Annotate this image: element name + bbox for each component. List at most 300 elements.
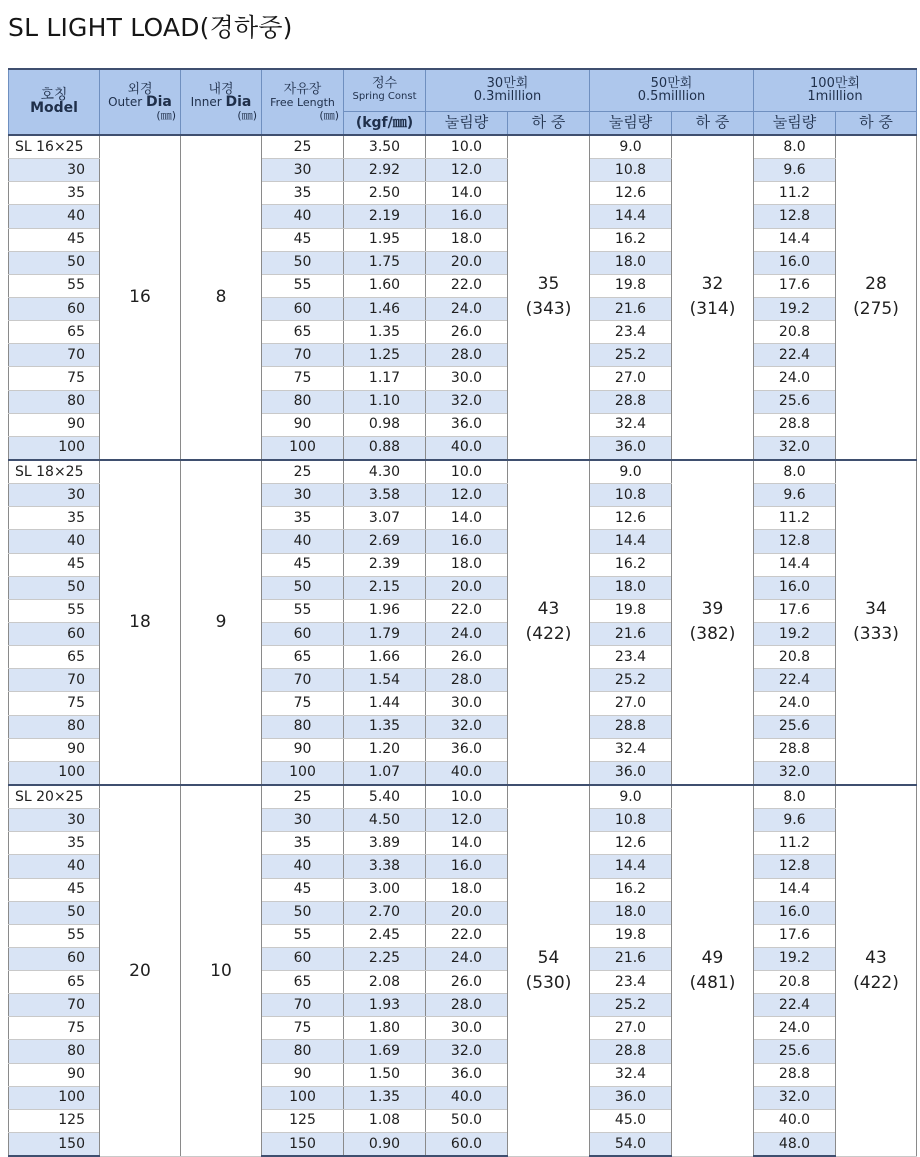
spring-const-cell: 5.40 xyxy=(344,785,426,809)
free-length-cell: 75 xyxy=(262,367,344,390)
deflection-cell: 22.4 xyxy=(754,669,836,692)
deflection-cell: 23.4 xyxy=(590,646,672,669)
free-length-cell: 70 xyxy=(262,994,344,1017)
spring-const-cell: 1.35 xyxy=(344,321,426,344)
deflection-cell: 12.6 xyxy=(590,507,672,530)
spring-const-cell: 1.17 xyxy=(344,367,426,390)
deflection-cell: 22.0 xyxy=(426,599,508,622)
free-length-en: Free Length xyxy=(270,95,335,109)
deflection-cell: 14.0 xyxy=(426,832,508,855)
deflection-cell: 12.0 xyxy=(426,484,508,507)
cycle-05-en: 0.5milllion xyxy=(637,89,706,105)
deflection-cell: 16.0 xyxy=(426,205,508,228)
inner-dia-bold: Dia xyxy=(225,93,252,110)
load-cell xyxy=(836,785,917,1156)
load-cell xyxy=(508,785,590,1156)
model-cell: 50 xyxy=(9,901,100,924)
free-length-cell: 50 xyxy=(262,901,344,924)
deflection-cell: 26.0 xyxy=(426,321,508,344)
deflection-cell: 23.4 xyxy=(590,321,672,344)
free-length-cell: 100 xyxy=(262,761,344,785)
free-length-ko: 자유장 xyxy=(283,81,322,97)
deflection-cell: 36.0 xyxy=(590,1086,672,1109)
spring-const-cell: 1.80 xyxy=(344,1017,426,1040)
deflection-cell: 25.6 xyxy=(754,715,836,738)
load-header-2: 하 중 xyxy=(672,111,754,135)
deflection-cell: 16.0 xyxy=(426,530,508,553)
deflection-cell: 9.6 xyxy=(754,809,836,832)
spring-const-cell: 3.58 xyxy=(344,484,426,507)
model-cell: 65 xyxy=(9,646,100,669)
load-kgf: 43 xyxy=(537,599,560,620)
model-cell: 80 xyxy=(9,1040,100,1063)
spring-spec-table xyxy=(8,68,917,1157)
model-cell: 75 xyxy=(9,692,100,715)
spring-const-cell: 0.88 xyxy=(344,436,426,460)
deflection-cell: 25.6 xyxy=(754,390,836,413)
deflection-cell: 30.0 xyxy=(426,367,508,390)
cycle-1-en: 1milllion xyxy=(807,89,863,105)
deflection-cell: 19.8 xyxy=(590,599,672,622)
deflection-cell: 8.0 xyxy=(754,135,836,159)
table-row xyxy=(9,785,917,809)
load-newton: (422) xyxy=(853,972,899,993)
outer-dia-cell: 20 xyxy=(100,785,181,1156)
deflection-cell: 32.0 xyxy=(426,1040,508,1063)
table-row xyxy=(9,460,917,484)
deflection-cell: 12.6 xyxy=(590,182,672,205)
deflection-cell: 10.8 xyxy=(590,484,672,507)
deflection-cell: 16.2 xyxy=(590,553,672,576)
deflection-cell: 27.0 xyxy=(590,1017,672,1040)
deflection-cell: 22.4 xyxy=(754,344,836,367)
outer-dia-en: Outer xyxy=(108,94,143,109)
deflection-cell: 8.0 xyxy=(754,460,836,484)
model-cell: 40 xyxy=(9,205,100,228)
deflection-cell: 14.4 xyxy=(590,530,672,553)
cycle-05-ko: 50만회 xyxy=(650,76,693,92)
deflection-cell: 25.2 xyxy=(590,994,672,1017)
spring-const-cell: 2.50 xyxy=(344,182,426,205)
deflection-cell: 28.0 xyxy=(426,669,508,692)
deflection-cell: 14.4 xyxy=(754,553,836,576)
deflection-cell: 32.0 xyxy=(426,390,508,413)
model-cell: 60 xyxy=(9,297,100,320)
spring-const-cell: 1.69 xyxy=(344,1040,426,1063)
deflection-cell: 14.4 xyxy=(590,205,672,228)
spring-const-cell: 1.10 xyxy=(344,390,426,413)
model-cell: 45 xyxy=(9,228,100,251)
deflection-cell: 19.2 xyxy=(754,622,836,645)
spring-const-cell: 1.79 xyxy=(344,622,426,645)
load-kgf: 49 xyxy=(701,947,724,968)
free-length-cell: 80 xyxy=(262,1040,344,1063)
deflection-cell: 11.2 xyxy=(754,507,836,530)
deflection-cell: 10.8 xyxy=(590,809,672,832)
outer-dia-unit: (㎜) xyxy=(156,108,176,122)
load-kgf: 34 xyxy=(865,599,887,620)
deflection-cell: 12.8 xyxy=(754,855,836,878)
model-header-en: Model xyxy=(30,100,78,116)
deflection-cell: 32.0 xyxy=(754,436,836,460)
deflection-cell: 9.0 xyxy=(590,785,672,809)
deflection-cell: 32.4 xyxy=(590,413,672,436)
load-kgf: 39 xyxy=(701,599,724,620)
free-length-cell: 70 xyxy=(262,344,344,367)
deflection-cell: 10.0 xyxy=(426,460,508,484)
free-length-cell: 150 xyxy=(262,1133,344,1157)
spring-const-cell: 0.90 xyxy=(344,1133,426,1157)
deflection-cell: 19.8 xyxy=(590,924,672,947)
spring-const-cell: 3.07 xyxy=(344,507,426,530)
spring-const-cell: 2.19 xyxy=(344,205,426,228)
deflection-cell: 20.8 xyxy=(754,971,836,994)
outer-dia-cell: 16 xyxy=(100,135,181,460)
deflection-cell: 21.6 xyxy=(590,947,672,970)
inner-dia-header xyxy=(181,69,262,135)
free-length-cell: 125 xyxy=(262,1109,344,1132)
spring-const-cell: 1.66 xyxy=(344,646,426,669)
spring-const-cell: 2.08 xyxy=(344,971,426,994)
spring-const-cell: 1.35 xyxy=(344,715,426,738)
deflection-cell: 30.0 xyxy=(426,692,508,715)
spring-const-cell: 1.35 xyxy=(344,1086,426,1109)
spring-const-cell: 3.50 xyxy=(344,135,426,159)
spring-const-header xyxy=(344,69,426,111)
spring-const-cell: 1.08 xyxy=(344,1109,426,1132)
deflection-cell: 10.0 xyxy=(426,785,508,809)
model-cell: 30 xyxy=(9,809,100,832)
outer-dia-header xyxy=(100,69,181,135)
deflection-cell: 14.4 xyxy=(754,228,836,251)
spring-const-cell: 1.50 xyxy=(344,1063,426,1086)
deflection-cell: 60.0 xyxy=(426,1133,508,1157)
free-length-cell: 55 xyxy=(262,924,344,947)
deflection-cell: 18.0 xyxy=(426,878,508,901)
free-length-cell: 40 xyxy=(262,205,344,228)
model-cell: 65 xyxy=(9,971,100,994)
deflection-cell: 18.0 xyxy=(426,553,508,576)
model-cell: 70 xyxy=(9,994,100,1017)
spring-const-en: Spring Const xyxy=(352,91,417,103)
deflection-cell: 24.0 xyxy=(426,297,508,320)
deflection-cell: 16.2 xyxy=(590,228,672,251)
free-length-cell: 60 xyxy=(262,622,344,645)
deflection-cell: 16.0 xyxy=(754,576,836,599)
load-newton: (275) xyxy=(853,299,899,320)
free-length-cell: 55 xyxy=(262,599,344,622)
deflection-cell: 12.0 xyxy=(426,809,508,832)
load-cell xyxy=(672,460,754,785)
deflection-cell: 18.0 xyxy=(590,251,672,274)
deflection-cell: 36.0 xyxy=(426,738,508,761)
outer-dia-cell: 18 xyxy=(100,460,181,785)
model-cell: 75 xyxy=(9,1017,100,1040)
model-cell: 60 xyxy=(9,947,100,970)
deflection-cell: 20.0 xyxy=(426,576,508,599)
model-cell: 35 xyxy=(9,182,100,205)
model-cell: 40 xyxy=(9,855,100,878)
cycle-1-header xyxy=(754,69,917,111)
deflection-cell: 23.4 xyxy=(590,971,672,994)
cycle-05-header xyxy=(590,69,754,111)
spring-const-cell: 2.25 xyxy=(344,947,426,970)
free-length-cell: 65 xyxy=(262,321,344,344)
spring-const-cell: 1.93 xyxy=(344,994,426,1017)
load-kgf: 28 xyxy=(865,274,887,295)
load-newton: (422) xyxy=(525,624,572,645)
deflection-cell: 40.0 xyxy=(754,1109,836,1132)
deflection-cell: 27.0 xyxy=(590,692,672,715)
deflection-cell: 16.0 xyxy=(754,901,836,924)
deflection-cell: 24.0 xyxy=(754,1017,836,1040)
free-length-cell: 100 xyxy=(262,1086,344,1109)
free-length-cell: 90 xyxy=(262,413,344,436)
model-cell: 100 xyxy=(9,1086,100,1109)
table-body xyxy=(9,135,917,1156)
deflection-cell: 50.0 xyxy=(426,1109,508,1132)
deflection-cell: 19.2 xyxy=(754,947,836,970)
deflection-cell: 25.6 xyxy=(754,1040,836,1063)
deflection-cell: 9.0 xyxy=(590,460,672,484)
deflection-cell: 19.8 xyxy=(590,274,672,297)
model-cell: SL 20×25 xyxy=(9,785,100,809)
deflection-cell: 45.0 xyxy=(590,1109,672,1132)
deflection-cell: 32.4 xyxy=(590,1063,672,1086)
deflection-cell: 12.0 xyxy=(426,159,508,182)
deflection-cell: 8.0 xyxy=(754,785,836,809)
deflection-header-3: 눌림량 xyxy=(754,111,836,135)
model-cell: 100 xyxy=(9,436,100,460)
free-length-cell: 30 xyxy=(262,484,344,507)
cycle-03-en: 0.3milllion xyxy=(473,89,542,105)
deflection-cell: 36.0 xyxy=(590,761,672,785)
deflection-cell: 24.0 xyxy=(426,947,508,970)
deflection-cell: 28.8 xyxy=(754,738,836,761)
deflection-cell: 22.4 xyxy=(754,994,836,1017)
deflection-cell: 17.6 xyxy=(754,599,836,622)
deflection-cell: 36.0 xyxy=(590,436,672,460)
free-length-cell: 90 xyxy=(262,1063,344,1086)
deflection-cell: 10.0 xyxy=(426,135,508,159)
free-length-cell: 100 xyxy=(262,436,344,460)
free-length-cell: 90 xyxy=(262,738,344,761)
deflection-cell: 21.6 xyxy=(590,297,672,320)
load-newton: (333) xyxy=(853,624,899,645)
free-length-cell: 30 xyxy=(262,809,344,832)
table-row xyxy=(9,135,917,159)
deflection-cell: 36.0 xyxy=(426,413,508,436)
load-newton: (530) xyxy=(525,972,572,993)
deflection-cell: 28.8 xyxy=(590,390,672,413)
free-length-cell: 65 xyxy=(262,971,344,994)
spring-const-cell: 1.44 xyxy=(344,692,426,715)
model-cell: 50 xyxy=(9,251,100,274)
model-cell: 45 xyxy=(9,878,100,901)
spring-const-cell: 2.70 xyxy=(344,901,426,924)
free-length-cell: 25 xyxy=(262,460,344,484)
free-length-cell: 70 xyxy=(262,669,344,692)
load-cell xyxy=(672,135,754,460)
free-length-cell: 75 xyxy=(262,692,344,715)
spring-const-cell: 3.00 xyxy=(344,878,426,901)
spring-const-cell: 1.07 xyxy=(344,761,426,785)
model-cell: 70 xyxy=(9,344,100,367)
deflection-cell: 16.2 xyxy=(590,878,672,901)
deflection-cell: 12.6 xyxy=(590,832,672,855)
model-cell: 90 xyxy=(9,1063,100,1086)
spring-const-cell: 3.38 xyxy=(344,855,426,878)
deflection-header-2: 눌림량 xyxy=(590,111,672,135)
model-cell: 90 xyxy=(9,413,100,436)
deflection-cell: 11.2 xyxy=(754,182,836,205)
deflection-cell: 9.0 xyxy=(590,135,672,159)
deflection-cell: 36.0 xyxy=(426,1063,508,1086)
model-cell: SL 16×25 xyxy=(9,135,100,159)
deflection-cell: 14.4 xyxy=(754,878,836,901)
load-kgf: 54 xyxy=(537,947,560,968)
free-length-cell: 45 xyxy=(262,878,344,901)
outer-dia-ko: 외경 xyxy=(127,81,153,97)
deflection-cell: 16.0 xyxy=(426,855,508,878)
load-newton: (481) xyxy=(689,972,736,993)
deflection-cell: 40.0 xyxy=(426,436,508,460)
model-header-ko: 호칭 xyxy=(40,87,68,103)
deflection-cell: 14.4 xyxy=(590,855,672,878)
free-length-unit: (㎜) xyxy=(319,108,339,122)
free-length-cell: 55 xyxy=(262,274,344,297)
deflection-cell: 26.0 xyxy=(426,646,508,669)
deflection-cell: 20.8 xyxy=(754,646,836,669)
free-length-cell: 65 xyxy=(262,646,344,669)
deflection-cell: 25.2 xyxy=(590,669,672,692)
deflection-cell: 17.6 xyxy=(754,924,836,947)
spring-const-cell: 2.45 xyxy=(344,924,426,947)
model-cell: 75 xyxy=(9,367,100,390)
model-header xyxy=(9,69,100,135)
deflection-cell: 18.0 xyxy=(590,901,672,924)
spring-const-cell: 1.20 xyxy=(344,738,426,761)
load-cell xyxy=(836,460,917,785)
model-cell: 55 xyxy=(9,274,100,297)
load-cell xyxy=(508,135,590,460)
model-cell: 150 xyxy=(9,1133,100,1157)
model-cell: 100 xyxy=(9,761,100,785)
model-cell: 90 xyxy=(9,738,100,761)
spring-const-cell: 4.30 xyxy=(344,460,426,484)
spring-const-ko: 정수 xyxy=(371,76,398,92)
free-length-header xyxy=(262,69,344,135)
page-title: SL LIGHT LOAD(경하중) xyxy=(8,13,293,42)
deflection-cell: 14.0 xyxy=(426,182,508,205)
deflection-cell: 20.0 xyxy=(426,901,508,924)
deflection-cell: 19.2 xyxy=(754,297,836,320)
spring-const-cell: 1.95 xyxy=(344,228,426,251)
load-cell xyxy=(836,135,917,460)
deflection-cell: 9.6 xyxy=(754,484,836,507)
deflection-cell: 40.0 xyxy=(426,1086,508,1109)
outer-dia-bold: Dia xyxy=(146,93,172,110)
deflection-cell: 21.6 xyxy=(590,622,672,645)
free-length-cell: 50 xyxy=(262,576,344,599)
deflection-cell: 28.8 xyxy=(590,715,672,738)
free-length-cell: 75 xyxy=(262,1017,344,1040)
free-length-cell: 35 xyxy=(262,832,344,855)
deflection-cell: 18.0 xyxy=(426,228,508,251)
deflection-cell: 12.8 xyxy=(754,530,836,553)
deflection-cell: 24.0 xyxy=(754,367,836,390)
deflection-cell: 28.8 xyxy=(754,413,836,436)
deflection-cell: 28.8 xyxy=(590,1040,672,1063)
model-cell: 30 xyxy=(9,484,100,507)
load-cell xyxy=(672,785,754,1156)
spring-const-cell: 2.92 xyxy=(344,159,426,182)
deflection-cell: 40.0 xyxy=(426,761,508,785)
free-length-cell: 25 xyxy=(262,785,344,809)
free-length-cell: 45 xyxy=(262,228,344,251)
free-length-cell: 60 xyxy=(262,947,344,970)
free-length-cell: 35 xyxy=(262,507,344,530)
spring-const-cell: 0.98 xyxy=(344,413,426,436)
model-cell: 65 xyxy=(9,321,100,344)
model-cell: 45 xyxy=(9,553,100,576)
spring-const-unit xyxy=(344,111,426,135)
free-length-cell: 35 xyxy=(262,182,344,205)
deflection-cell: 11.2 xyxy=(754,832,836,855)
inner-dia-cell: 9 xyxy=(181,460,262,785)
model-cell: 55 xyxy=(9,924,100,947)
model-cell: 35 xyxy=(9,832,100,855)
cycle-03-header xyxy=(426,69,590,111)
spring-const-cell: 3.89 xyxy=(344,832,426,855)
deflection-cell: 28.8 xyxy=(754,1063,836,1086)
deflection-cell: 18.0 xyxy=(590,576,672,599)
model-cell: 125 xyxy=(9,1109,100,1132)
load-cell xyxy=(508,460,590,785)
deflection-cell: 10.8 xyxy=(590,159,672,182)
cycle-03-ko: 30만회 xyxy=(486,76,529,92)
free-length-cell: 40 xyxy=(262,855,344,878)
load-header-1: 하 중 xyxy=(508,111,590,135)
spring-const-cell: 1.96 xyxy=(344,599,426,622)
load-kgf: 43 xyxy=(865,947,887,968)
deflection-cell: 32.0 xyxy=(754,1086,836,1109)
spring-const-cell: 1.46 xyxy=(344,297,426,320)
load-header-3: 하 중 xyxy=(836,111,917,135)
free-length-cell: 45 xyxy=(262,553,344,576)
spring-const-cell: 1.60 xyxy=(344,274,426,297)
free-length-cell: 25 xyxy=(262,135,344,159)
spring-const-cell: 1.54 xyxy=(344,669,426,692)
free-length-cell: 50 xyxy=(262,251,344,274)
deflection-cell: 48.0 xyxy=(754,1133,836,1157)
load-newton: (314) xyxy=(689,299,736,320)
model-cell: SL 18×25 xyxy=(9,460,100,484)
deflection-cell: 28.0 xyxy=(426,344,508,367)
model-cell: 80 xyxy=(9,715,100,738)
model-cell: 50 xyxy=(9,576,100,599)
model-cell: 55 xyxy=(9,599,100,622)
deflection-cell: 24.0 xyxy=(426,622,508,645)
spring-const-cell: 2.69 xyxy=(344,530,426,553)
model-cell: 60 xyxy=(9,622,100,645)
deflection-cell: 28.0 xyxy=(426,994,508,1017)
load-kgf: 35 xyxy=(537,274,560,295)
deflection-cell: 25.2 xyxy=(590,344,672,367)
spring-const-cell: 1.25 xyxy=(344,344,426,367)
inner-dia-cell: 10 xyxy=(181,785,262,1156)
model-cell: 70 xyxy=(9,669,100,692)
